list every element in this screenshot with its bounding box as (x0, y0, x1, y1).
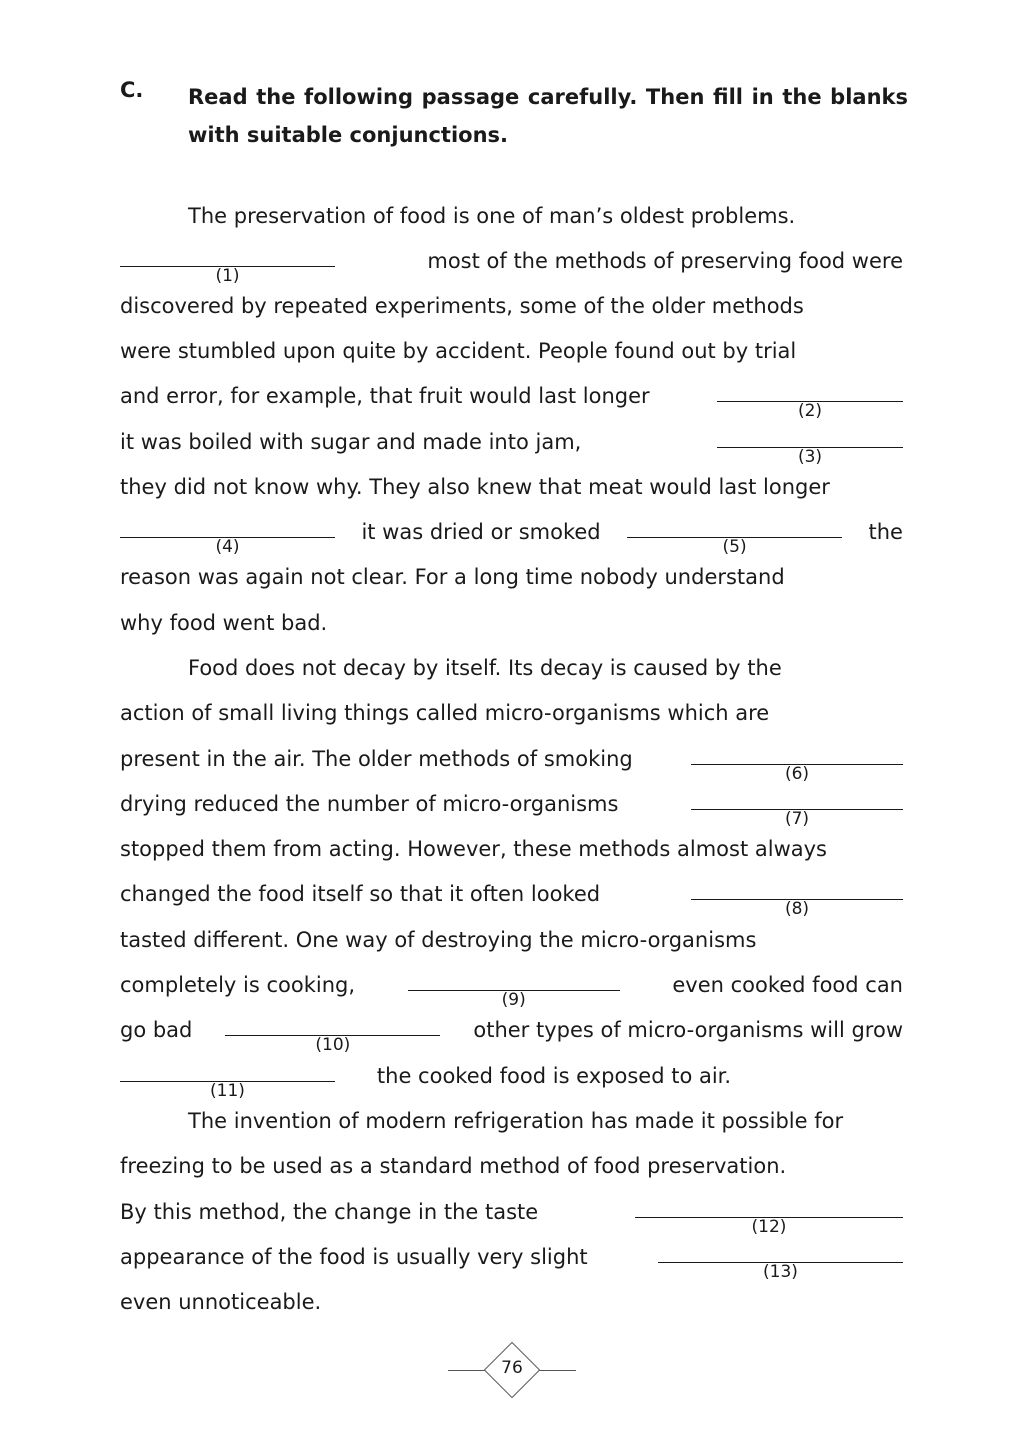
passage-text: stopped them from acting. However, these methods almost always (120, 837, 827, 861)
passage-text: drying reduced the number of micro-organisms (120, 792, 619, 816)
passage-line (120, 1272, 903, 1317)
blank-number: (9) (501, 990, 526, 1010)
blank-11[interactable] (120, 1061, 335, 1101)
passage-line (120, 955, 903, 1010)
passage-text: other types of micro-organisms will grow (473, 1018, 903, 1042)
blank-number: (3) (797, 447, 823, 467)
passage-line (120, 774, 903, 829)
blank-number: (12) (751, 1217, 787, 1237)
passage-line (120, 366, 903, 421)
passage-line (120, 502, 903, 557)
passage-line (120, 1046, 903, 1101)
passage-line (120, 864, 903, 919)
passage-line (120, 321, 903, 366)
blank-number: (10) (315, 1035, 351, 1055)
exercise-letter: C. (120, 78, 144, 102)
passage-line (120, 1000, 903, 1055)
passage-text: reason was again not clear. For a long time nobody understand (120, 565, 785, 589)
blank-7[interactable] (691, 789, 903, 829)
passage-line (120, 729, 903, 784)
blank-number: (8) (784, 899, 810, 919)
blank-number: (4) (215, 537, 240, 557)
passage-line (120, 412, 903, 467)
passage-text: completely is cooking, (120, 973, 356, 997)
blank-number: (11) (210, 1081, 245, 1101)
passage-text: present in the air. The older methods of smoking (120, 747, 633, 771)
passage-text: freezing to be used as a standard method of food preservation. (120, 1154, 787, 1178)
blank-1[interactable] (120, 246, 335, 286)
passage-text: even unnoticeable. (120, 1290, 322, 1314)
page-number-badge (448, 1342, 576, 1398)
passage-line (120, 1227, 903, 1282)
passage-line (120, 231, 903, 286)
passage-text: it was dried or smoked (361, 520, 601, 544)
blank-6[interactable] (691, 744, 903, 784)
passage-text: The invention of modern refrigeration has made it possible for (188, 1109, 844, 1133)
passage-line (120, 1182, 903, 1237)
blank-number: (6) (784, 764, 810, 784)
blank-4[interactable] (120, 517, 335, 557)
blank-number: (7) (784, 809, 810, 829)
page-number: 76 (501, 1358, 523, 1378)
passage-line (120, 457, 903, 502)
blank-number: (13) (763, 1262, 798, 1282)
passage-line (120, 910, 903, 955)
exercise-instruction: Read the following passage carefully. Then fill in the blanks with suitable conjunctions. (188, 85, 908, 147)
passage-line (120, 186, 903, 231)
passage-text: Food does not decay by itself. Its decay is caused by the (188, 656, 782, 680)
passage-line (120, 819, 903, 864)
passage-text: why food went bad. (120, 611, 328, 635)
blank-3[interactable] (717, 427, 903, 467)
passage-text: even cooked food can (672, 973, 903, 997)
passage-text: the cooked food is exposed to air. (376, 1064, 732, 1088)
blank-number: (2) (797, 401, 823, 421)
passage-text: tasted different. One way of destroying the micro-organisms (120, 928, 757, 952)
passage-text: most of the methods of preserving food were (427, 249, 903, 273)
passage-text: and error, for example, that fruit would last longer (120, 384, 650, 408)
passage-text: were stumbled upon quite by accident. People found out by trial (120, 339, 797, 363)
passage-line (120, 1136, 903, 1181)
passage-text: it was boiled with sugar and made into jam, (120, 430, 582, 454)
blank-12[interactable] (635, 1197, 903, 1237)
blank-9[interactable] (408, 970, 620, 1010)
blank-number: (5) (722, 537, 747, 557)
passage-text: they did not know why. They also knew that meat would last longer (120, 475, 830, 499)
blank-number: (1) (215, 266, 240, 286)
passage-line (120, 1091, 903, 1136)
passage-text: go bad (120, 1018, 193, 1042)
passage-text: changed the food itself so that it often looked (120, 882, 601, 906)
passage-line (120, 593, 903, 638)
blank-13[interactable] (658, 1242, 903, 1282)
blank-10[interactable] (225, 1015, 440, 1055)
passage-text: By this method, the change in the taste (120, 1200, 539, 1224)
passage-line (120, 547, 903, 592)
blank-8[interactable] (691, 879, 903, 919)
blank-5[interactable] (627, 517, 842, 557)
passage-text: the (868, 520, 903, 544)
passage-text: appearance of the food is usually very slight (120, 1245, 588, 1269)
passage-line (120, 638, 903, 683)
passage-text: The preservation of food is one of man’s oldest problems. (188, 204, 796, 228)
passage-line (120, 276, 903, 321)
passage-text: discovered by repeated experiments, some of the older methods (120, 294, 804, 318)
passage-text: action of small living things called micro-organisms which are (120, 701, 770, 725)
passage-line (120, 683, 903, 728)
blank-2[interactable] (717, 381, 903, 421)
